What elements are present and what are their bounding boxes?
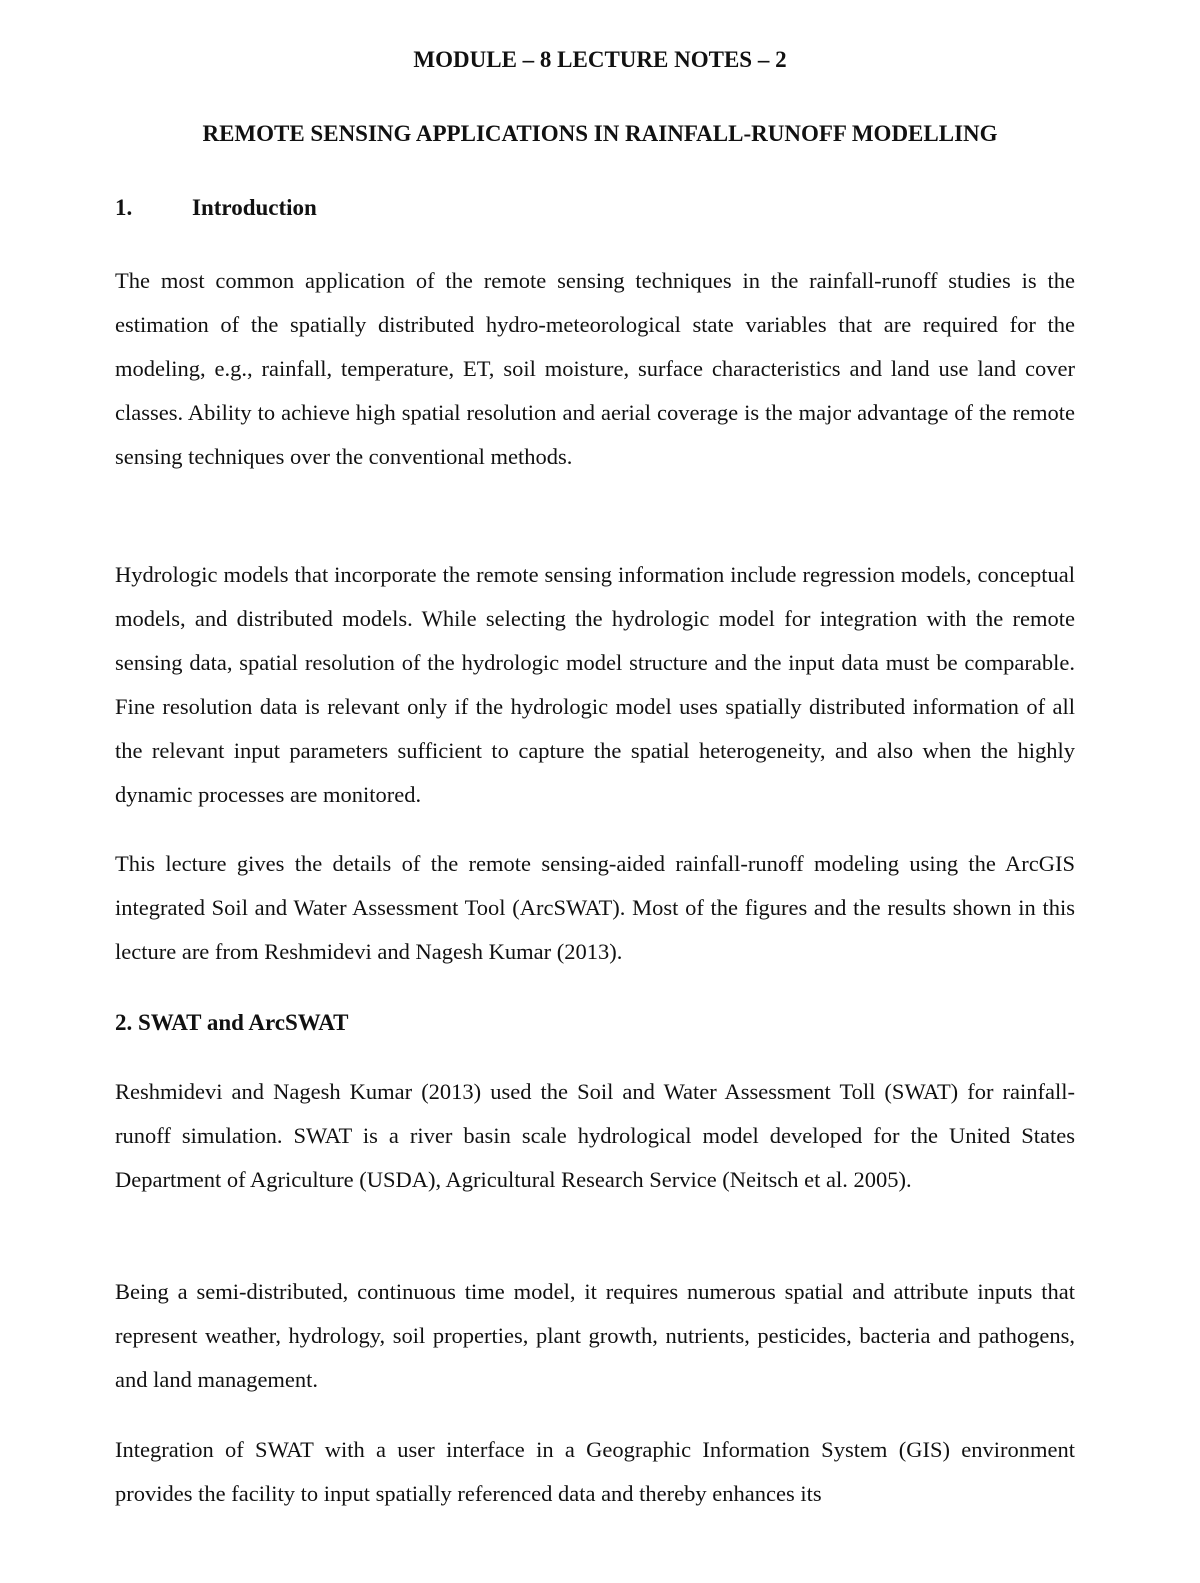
paragraph-swat-1: Reshmidevi and Nagesh Kumar (2013) used the Soil and Water Assessment Toll (SWAT) for rainfall-runoff simulation. SWAT is a river basin scale hydrological model developed for the United States Department of Agriculture (USDA), Agricultural Research Service (Neitsch et al. 2005). [115, 1079, 1075, 1192]
module-title: MODULE – 8 LECTURE NOTES – 2 [413, 47, 787, 72]
paragraph-intro-2: Hydrologic models that incorporate the remote sensing information include regression models, conceptual models, and distributed models. While selecting the hydrologic model for integration with the remote sensing data, spatial resolution of the hydrologic model structure and the input data must be comparable. Fine resolution data is relevant only if the hydrologic model uses spatially distributed information of all the relevant input parameters sufficient to capture the spatial heterogeneity, and also when the highly dynamic processes are monitored. [115, 562, 1075, 807]
paragraph-swat-3: Integration of SWAT with a user interface in a Geographic Information System (GIS) environment provides the facility to input spatially referenced data and thereby enhances its [115, 1437, 1075, 1506]
section-heading-swat: 2. SWAT and ArcSWAT [115, 1010, 349, 1035]
section-title: Introduction [192, 195, 317, 220]
paragraph-intro-1: The most common application of the remote sensing techniques in the rainfall-runoff studies is the estimation of the spatially distributed hydro-meteorological state variables that are required for the modeling, e.g., rainfall, temperature, ET, soil moisture, surface characteristics and land use land cover classes. Ability to achieve high spatial resolution and aerial coverage is the major advantage of the remote sensing techniques over the conventional methods. [115, 268, 1075, 469]
paragraph-swat-2: Being a semi-distributed, continuous time model, it requires numerous spatial and attribute inputs that represent weather, hydrology, soil properties, plant growth, nutrients, pesticides, bacteria and pathogens, and land management. [115, 1279, 1075, 1392]
paragraph-intro-3: This lecture gives the details of the remote sensing-aided rainfall-runoff modeling using the ArcGIS integrated Soil and Water Assessment Tool (ArcSWAT). Most of the figures and the results shown in this lecture are from Reshmidevi and Nagesh Kumar (2013). [115, 851, 1075, 964]
section-number: 1. [115, 195, 133, 220]
document-title: REMOTE SENSING APPLICATIONS IN RAINFALL-RUNOFF MODELLING [202, 121, 998, 146]
section-heading-introduction [115, 192, 317, 224]
